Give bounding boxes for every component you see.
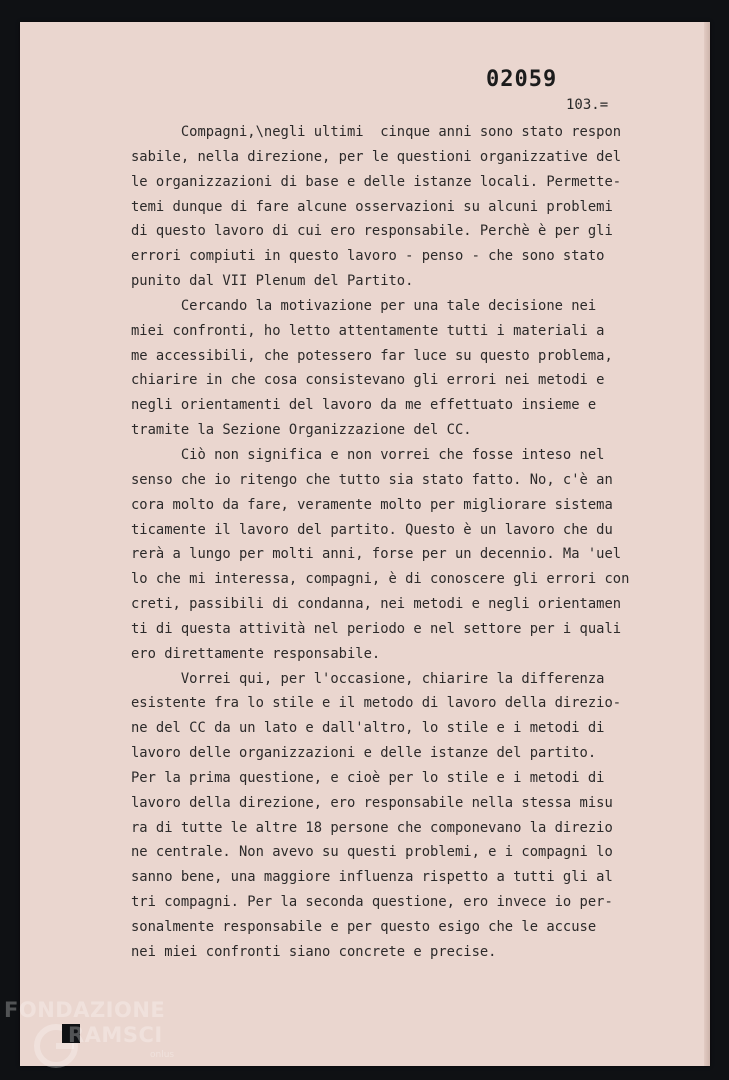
text-line: ra di tutte le altre 18 persone che componevano la direzio xyxy=(131,819,613,836)
text-line: temi dunque di fare alcune osservazioni su alcuni problemi xyxy=(131,198,613,215)
text-line: ti di questa attività nel periodo e nel settore per i quali xyxy=(131,620,622,637)
text-line: lo che mi interessa, compagni, è di conoscere gli errori con xyxy=(131,571,630,588)
watermark-line2: RAMSCI xyxy=(68,1023,163,1047)
text-line: senso che io ritengo che tutto sia stato fatto. No, c'è an xyxy=(131,471,613,488)
watermark-suffix: onlus xyxy=(150,1050,175,1060)
text-line: tramite la Sezione Organizzazione del CC. xyxy=(131,422,472,439)
page-number: 103.= xyxy=(566,97,609,113)
text-line: negli orientamenti del lavoro da me effettuato insieme e xyxy=(131,397,597,414)
text-line: Ciò non significa e non vorrei che fosse inteso nel xyxy=(131,446,605,463)
text-line: le organizzazioni di base e delle istanze locali. Permette- xyxy=(131,173,622,190)
text-line: cora molto da fare, veramente molto per migliorare sistema xyxy=(131,496,613,513)
text-line: sabile, nella direzione, per le questioni organizzative del xyxy=(131,148,622,165)
text-line: me accessibili, che potessero far luce su questo problema, xyxy=(131,347,613,364)
watermark xyxy=(4,998,194,1078)
text-line: sanno bene, una maggiore influenza rispetto a tutti gli al xyxy=(131,869,613,886)
text-line: rerà a lungo per molti anni, forse per un decennio. Ma 'uel xyxy=(131,546,622,563)
text-line: Cercando la motivazione per una tale decisione nei xyxy=(131,297,597,314)
watermark-line1: FONDAZIONE xyxy=(4,998,166,1022)
text-line: creti, passibili di condanna, nei metodi e negli orientamen xyxy=(131,596,622,613)
text-line: esistente fra lo stile e il metodo di lavoro della direzio- xyxy=(131,695,622,712)
text-line: lavoro della direzione, ero responsabile nella stessa misu xyxy=(131,794,613,811)
text-line: di questo lavoro di cui ero responsabile. Perchè è per gli xyxy=(131,223,613,240)
body-text xyxy=(131,120,671,965)
text-line: errori compiuti in questo lavoro - penso - che sono stato xyxy=(131,248,605,265)
text-line: punito dal VII Plenum del Partito. xyxy=(131,273,414,290)
text-line: sonalmente responsabile e per questo esigo che le accuse xyxy=(131,919,597,935)
text-line: nei miei confronti siano concrete e precise. xyxy=(131,943,497,960)
text-line: ne del CC da un lato e dall'altro, lo stile e i metodi di xyxy=(131,720,605,737)
text-line: Vorrei qui, per l'occasione, chiarire la differenza xyxy=(131,670,605,687)
text-line: chiarire in che cosa consistevano gli errori nei metodi e xyxy=(131,372,605,389)
text-line: lavoro delle organizzazioni e delle istanze del partito. xyxy=(131,745,597,762)
text-line: Compagni,\negli ultimi cinque anni sono stato respon xyxy=(131,124,622,140)
text-line: miei confronti, ho letto attentamente tutti i materiali a xyxy=(131,322,605,339)
text-line: ero direttamente responsabile. xyxy=(131,645,381,662)
text-line: Per la prima questione, e cioè per lo stile e i metodi di xyxy=(131,769,605,786)
text-line: ticamente il lavoro del partito. Questo è un lavoro che du xyxy=(131,521,613,538)
text-line: ne centrale. Non avevo su questi problemi, e i compagni lo xyxy=(131,844,613,861)
text-line: tri compagni. Per la seconda questione, ero invece io per- xyxy=(131,894,613,911)
document-page xyxy=(20,22,710,1066)
document-number: 02059 xyxy=(486,67,558,92)
